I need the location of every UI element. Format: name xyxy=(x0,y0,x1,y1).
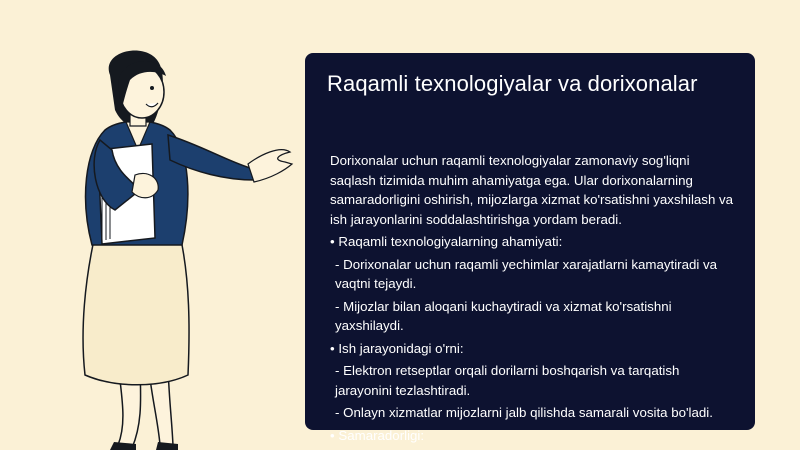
sub-bullet-eprescriptions: - Elektron retseptlar orqali dorilarni boshqarish va tarqatish jarayonini tezlashtiradi. xyxy=(335,363,680,398)
skirt xyxy=(83,235,189,385)
content-panel xyxy=(305,53,755,443)
bullet-workflow: • Ish jarayonidagi o'rni: xyxy=(330,340,464,356)
intro-paragraph: Dorixonalar uchun raqamli texnologiyalar zamonaviy sog'liqni saqlash tizimida muhim ahamiyatga ega. Ular dorixonalarning samaradorligini oshirish, mijozlarga xizmat ko'rsatishni yaxshilash va ish jarayonlarini soddalashtirishga yordam beradi. xyxy=(330,153,734,227)
extended-hand xyxy=(248,150,292,182)
shoe-right xyxy=(156,442,178,450)
bullet-efficiency: • Samaradorligi: xyxy=(330,427,425,443)
slide-title: Raqamli texnologiyalar va dorixonalar xyxy=(327,71,698,96)
sub-bullet-online: - Onlayn xizmatlar mijozlarni jalb qilishda samarali vosita bo'ladi. xyxy=(335,405,713,420)
holding-hand xyxy=(132,173,158,197)
bullet-importance: • Raqamli texnologiyalarning ahamiyati: xyxy=(330,234,563,249)
presenter-illustration xyxy=(40,40,310,450)
eye xyxy=(150,86,154,90)
sub-bullet-costs: - Dorixonalar uchun raqamli yechimlar xarajatlarni kamaytiradi va vaqtni tejaydi. xyxy=(335,256,718,291)
slide-body xyxy=(330,151,739,448)
sub-bullet-clients: - Mijozlar bilan aloqani kuchaytiradi va xizmat ko'rsatishni yaxshilaydi. xyxy=(335,298,672,333)
